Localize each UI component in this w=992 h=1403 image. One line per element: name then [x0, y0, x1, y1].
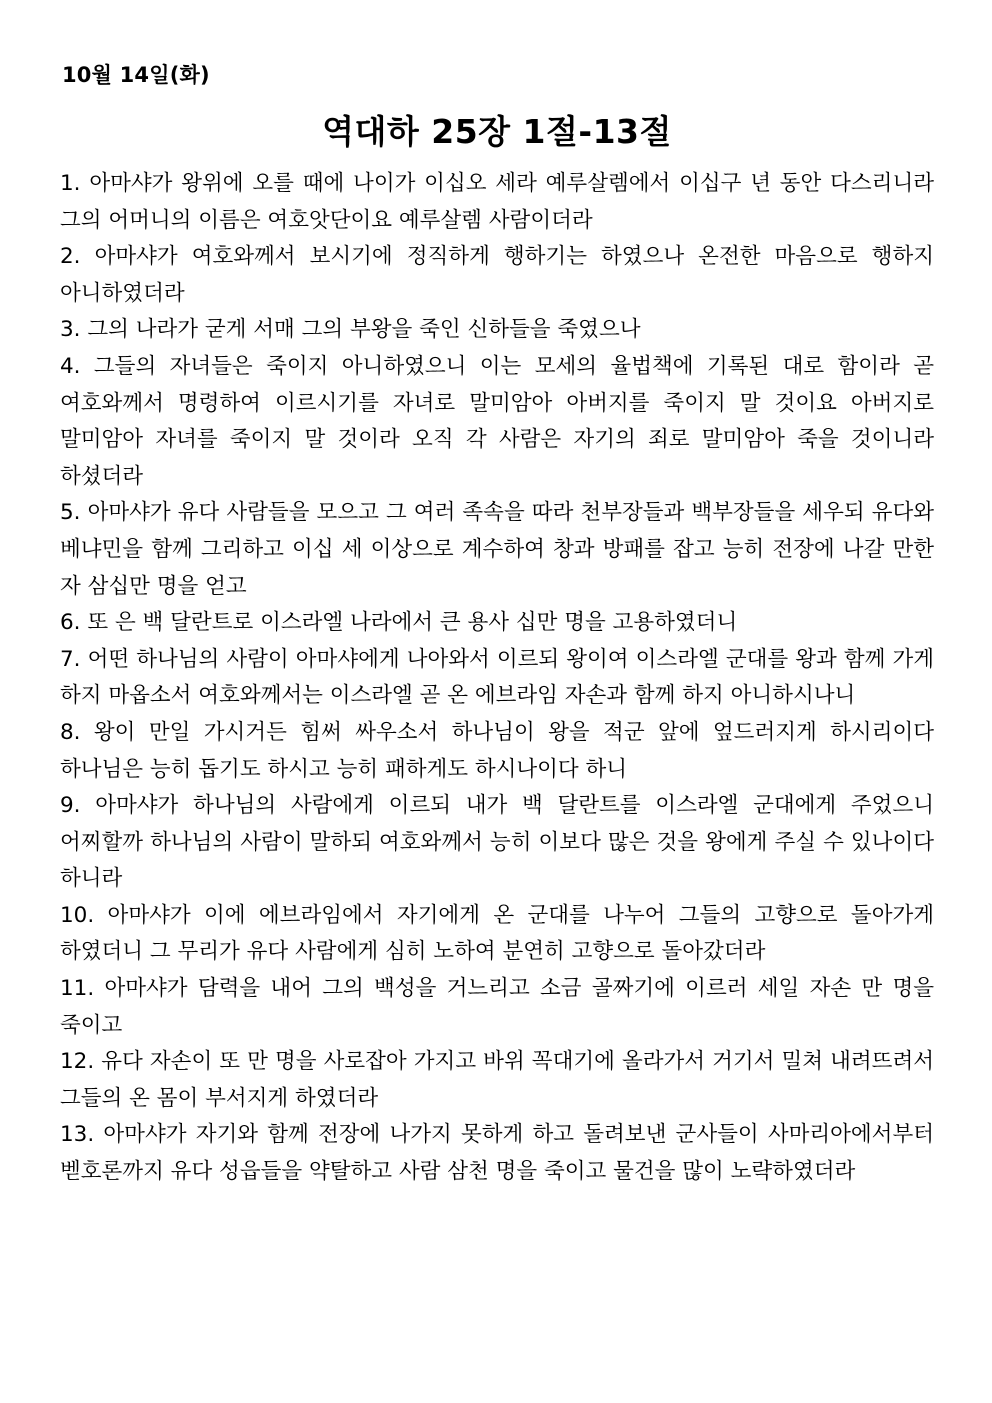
verse-1: 1. 아마샤가 왕위에 오를 때에 나이가 이십오 세라 예루살렘에서 이십구 년 동안 다스리니라 그의 어머니의 이름은 여호앗단이요 예루살렘 사람이더라	[60, 171, 934, 233]
verse-3: 3. 그의 나라가 굳게 서매 그의 부왕을 죽인 신하들을 죽였으나	[60, 317, 641, 343]
verse-11: 11. 아마샤가 담력을 내어 그의 백성을 거느리고 소금 골짜기에 이르러 세일 자손 만 명을 죽이고	[60, 976, 934, 1038]
verse-4: 4. 그들의 자녀들은 죽이지 아니하였으니 이는 모세의 율법책에 기록된 대로 함이라 곧 여호와께서 명령하여 이르시기를 자녀로 말미암아 아버지를 죽이지 말 것이요 아버지로 말미암아 자녀를 죽이지 말 것이라 오직 각 사람은 자기의 죄로 말미암아 죽을 것이니라 하셨더라	[60, 353, 934, 489]
verse-2: 2. 아마샤가 여호와께서 보시기에 정직하게 행하기는 하였으나 온전한 마음으로 행하지 아니하였더라	[60, 244, 934, 306]
verse-list	[60, 166, 934, 1191]
verse-5: 5. 아마샤가 유다 사람들을 모으고 그 여러 족속을 따라 천부장들과 백부장들을 세우되 유다와 베냐민을 함께 그리하고 이십 세 이상으로 계수하여 창과 방패를 잡고 능히 전장에 나갈 만한 자 삼십만 명을 얻고	[60, 500, 934, 599]
date-label: 10월 14일(화)	[62, 63, 210, 87]
verse-8: 8. 왕이 만일 가시거든 힘써 싸우소서 하나님이 왕을 적군 앞에 엎드러지게 하시리이다 하나님은 능히 돕기도 하시고 능히 패하게도 하시나이다 하니	[60, 719, 934, 782]
verse-7: 7. 어떤 하나님의 사람이 아마샤에게 나아와서 이르되 왕이여 이스라엘 군대를 왕과 함께 가게 하지 마옵소서 여호와께서는 이스라엘 곧 온 에브라임 자손과 함께 하지 아니하시나니	[60, 646, 934, 709]
verse-13: 13. 아마샤가 자기와 함께 전장에 나가지 못하게 하고 돌려보낸 군사들이 사마리아에서부터 벧호론까지 유다 성읍들을 약탈하고 사람 삼천 명을 죽이고 물건을 많이 노략하였더라	[60, 1122, 934, 1185]
verse-9: 9. 아마샤가 하나님의 사람에게 이르되 내가 백 달란트를 이스라엘 군대에게 주었으니 어찌할까 하나님의 사람이 말하되 여호와께서 능히 이보다 많은 것을 왕에게 주실 수 있나이다 하니라	[60, 793, 934, 892]
verse-10: 10. 아마샤가 이에 에브라임에서 자기에게 온 군대를 나누어 그들의 고향으로 돌아가게 하였더니 그 무리가 유다 사람에게 심히 노하여 분연히 고향으로 돌아갔더라	[60, 902, 934, 965]
page-title: 역대하 25장 1절-13절	[322, 112, 672, 151]
verse-6: 6. 또 은 백 달란트로 이스라엘 나라에서 큰 용사 십만 명을 고용하였더니	[60, 610, 738, 636]
verse-12: 12. 유다 자손이 또 만 명을 사로잡아 가지고 바위 꼭대기에 올라가서 거기서 밀쳐 내려뜨려서 그들의 온 몸이 부서지게 하였더라	[60, 1049, 934, 1111]
